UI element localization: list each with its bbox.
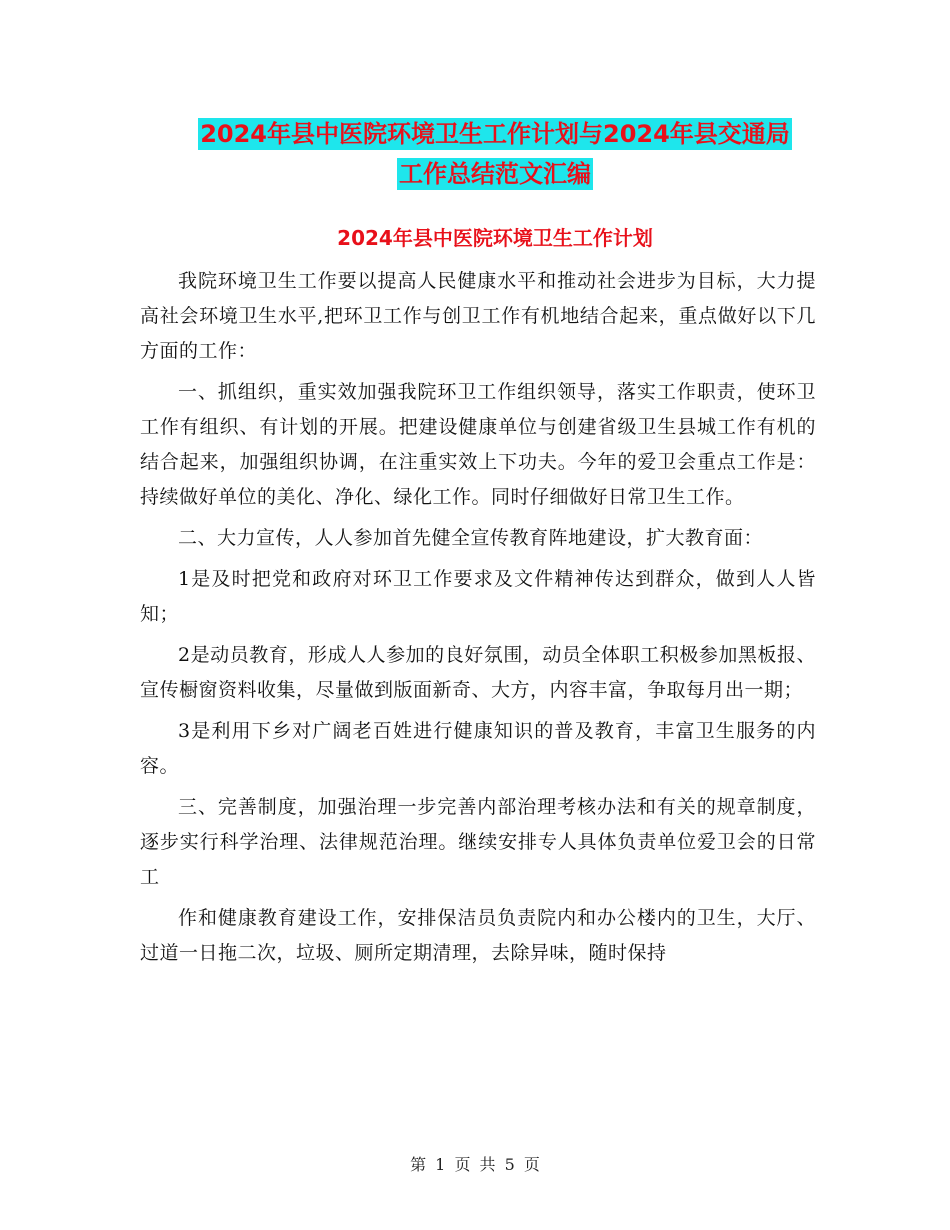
title-highlight-1: 2024年县中医院环境卫生工作计划与2024年县交通局 bbox=[200, 120, 790, 148]
paragraph-system: 三、完善制度，加强治理一步完善内部治理考核办法和有关的规章制度，逐步实行科学治理、法律规范治理。继续安排专人具体负责单位爱卫会的日常工 bbox=[140, 796, 816, 888]
paragraph-intro: 我院环境卫生工作要以提高人民健康水平和推动社会进步为目标，大力提高社会环境卫生水平,把环卫工作与创卫工作有机地结合起来，重点做好以下几方面的工作： bbox=[140, 270, 816, 362]
paragraph-item-3: 3是利用下乡对广阔老百姓进行健康知识的普及教育，丰富卫生服务的内容。 bbox=[140, 720, 816, 777]
paragraph-publicity: 二、大力宣传，人人参加首先健全宣传教育阵地建设，扩大教育面： bbox=[178, 527, 764, 549]
paragraph-cleaning: 作和健康教育建设工作，安排保洁员负责院内和办公楼内的卫生，大厅、过道一日拖二次，垃圾、厕所定期清理，去除异味，随时保持 bbox=[140, 907, 816, 964]
section-title: 2024年县中医院环境卫生工作计划 bbox=[337, 226, 653, 250]
paragraph-organization: 一、抓组织，重实效加强我院环卫工作组织领导，落实工作职责，使环卫工作有组织、有计划的开展。把建设健康单位与创建省级卫生县城工作有机的结合起来，加强组织协调，在注重实效上下功夫。今年的爱卫会重点工作是：持续做好单位的美化、净化、绿化工作。同时仔细做好日常卫生工作。 bbox=[140, 381, 816, 508]
document-body bbox=[140, 264, 816, 977]
document-title-line-2 bbox=[140, 150, 850, 198]
title-highlight-2: 工作总结范文汇编 bbox=[399, 160, 591, 188]
paragraph-item-2: 2是动员教育，形成人人参加的良好氛围，动员全体职工积极参加黑板报、宣传橱窗资料收集，尽量做到版面新奇、大方，内容丰富，争取每月出一期； bbox=[140, 644, 816, 701]
paragraph-item-1: 1是及时把党和政府对环卫工作要求及文件精神传达到群众，做到人人皆知； bbox=[140, 568, 816, 625]
page-footer: 第 1 页 共 5 页 bbox=[410, 1155, 540, 1174]
